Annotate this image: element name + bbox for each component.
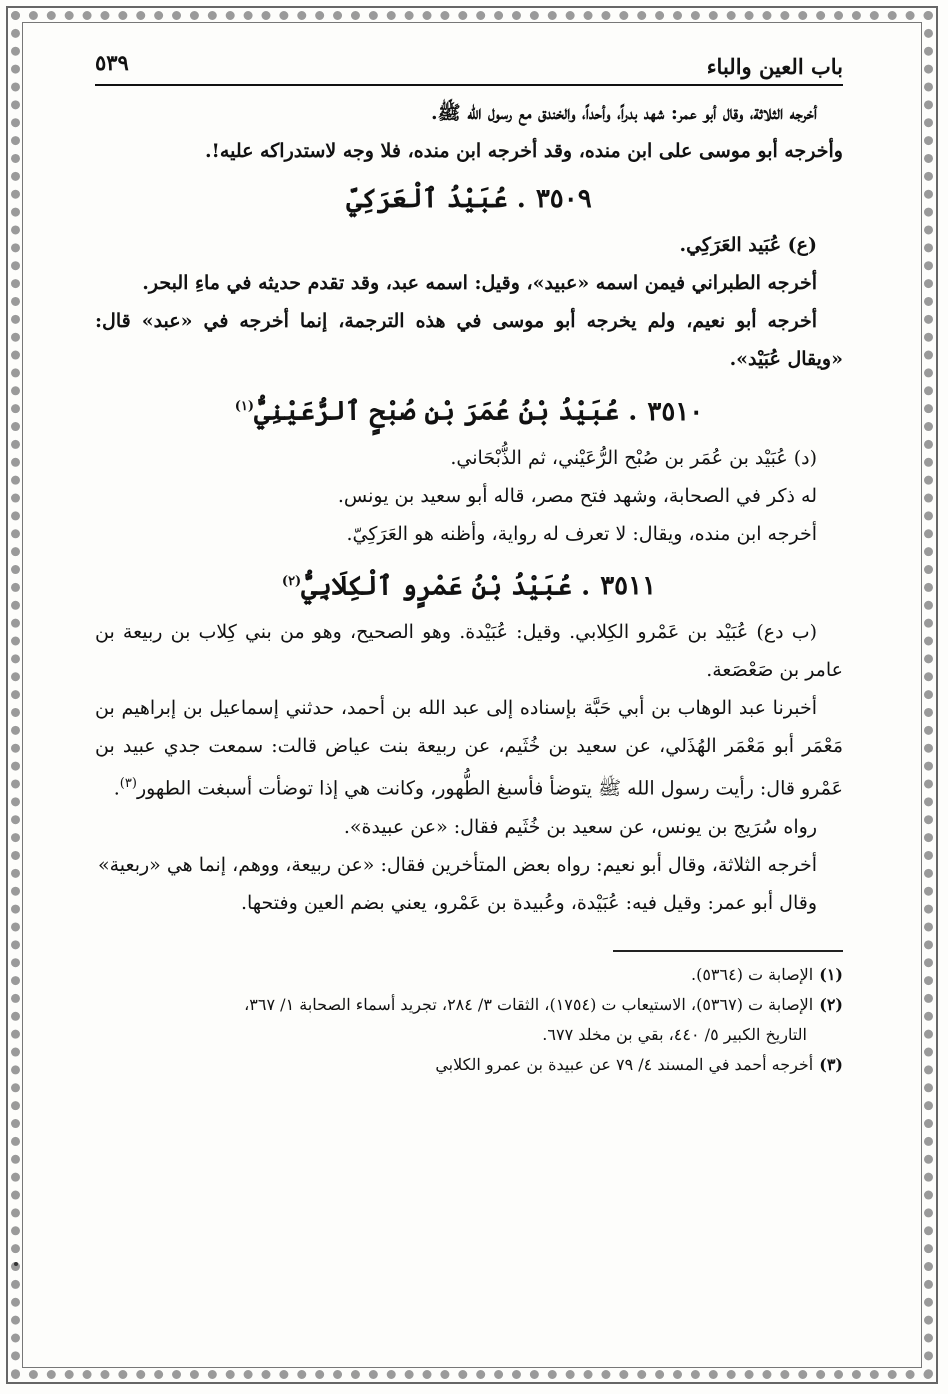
footnote-text: أخرجه أحمد في المسند ٤/ ٧٩ عن عبيدة بن عمرو الكلابي	[435, 1054, 814, 1074]
entry-name: عُبَيْدُ بْنُ عَمْرٍو ٱلْكِلَابِيُّ	[301, 571, 573, 602]
footnote-ref: (١)	[234, 399, 255, 414]
entry-paragraph: وقال أبو عمر: وقيل فيه: عُبَيْدة، وعُبيدة بن عَمْرو، يعني بضم العين وفتحها.	[240, 891, 817, 914]
footnote-number: (٢)	[819, 994, 843, 1014]
entry-number: ٣٥١١	[600, 571, 657, 602]
entry-number: ٣٥١٠	[647, 396, 704, 427]
footnote-text: الإصابة ت (٥٣٦٧)، الاستيعاب ت (١٧٥٤)، الثقات ٣/ ٢٨٤، تجريد أسماء الصحابة ١/ ٣٦٧،	[244, 994, 814, 1014]
intro-paragraph-1: أخرجه الثلاثة، وقال أبو عمر: شهد بدراً، وأحداً، والخندق مع رسول الله ﷺ.	[431, 102, 817, 124]
footnote-number: (١)	[819, 964, 843, 984]
entry-paragraph: (د) عُبَيْد بن عُمَر بن صُبْح الرُّعَيْني، ثم الذُّبْحَاني.	[450, 446, 817, 469]
entry-paragraph: أخرجه أبو نعيم، ولم يخرجه أبو موسى في هذه الترجمة، إنما أخرجه في «عبد» قال: «ويقال عُبَيْد».	[95, 310, 843, 370]
book-page	[95, 40, 843, 1340]
footnote-continuation: التاريخ الكبير ٥/ ٤٤٠، بقي بن مخلد ٦٧٧.	[542, 1024, 807, 1044]
entry-paragraph: (ب دع) عُبَيْد بن عَمْرو الكِلابي. وقيل: عُبَيْدة. وهو الصحيح، وهو من بني كِلاب بن ربيعة بن عامر بن صَعْصَعة.	[95, 621, 843, 682]
scan-speck	[14, 1262, 18, 1266]
entry-paragraph: أخرجه ابن منده، ويقال: لا تعرف له رواية، وأظنه هو العَرَكِيّ.	[346, 522, 817, 545]
footnote-ref: (٣)	[119, 776, 137, 792]
footnote-number: (٣)	[819, 1054, 843, 1074]
hadith-text: أخبرنا عبد الوهاب بن أبي حَبَّة بإسناده إلى عبد الله بن أحمد، حدثني إسماعيل بن إبراهيم بن مَعْمَر أبو مَعْمَر الهُذَلي، عن سعيد بن خُثَيم، عن ربيعة بنت عياض قالت: سمعت جدي عبيد بن عَمْرو قال: رأيت رسول الله ﷺ يتوضأ فأسبغ الطُّهور، وكانت هي إذا توضأت أسبغت الطهور	[95, 697, 843, 800]
running-title: باب العين والباء	[706, 54, 843, 79]
footnote	[95, 990, 843, 1020]
footnote	[95, 1050, 843, 1080]
footnote-separator	[613, 950, 843, 952]
entry-name: عُبَيْدُ ٱلْعَرَكِيّ	[346, 184, 508, 214]
page-header	[95, 40, 843, 86]
entry-number: ٣٥٠٩	[535, 184, 592, 214]
entry-paragraph: أخبرنا عبد الوهاب بن أبي حَبَّة بإسناده إلى عبد الله بن أحمد، حدثني إسماعيل بن إبراهيم بن مَعْمَر أبو مَعْمَر الهُذَلي، عن سعيد بن خُثَيم، عن ربيعة بنت عياض قالت: سمعت جدي عبيد بن عَمْرو قال: رأيت رسول الله ﷺ يتوضأ فأسبغ الطُّهور، وكانت هي إذا توضأت أسبغت الطهور$^{(٣)}$.	[95, 697, 843, 800]
page-number: ٥٣٩	[95, 50, 129, 75]
entry-heading-3509: ٣٥٠٩. عُبَيْدُ ٱلْعَرَكِيّ	[346, 184, 592, 214]
footnote	[95, 960, 843, 990]
entry-name: عُبَيْدُ بْنُ عُمَرَ بْنِ صُبْحٍ ٱلرُّعَيْنِيُّ	[254, 396, 620, 427]
entry-heading-3510: ٣٥١٠. عُبَيْدُ بْنُ عُمَرَ بْنِ صُبْحٍ ٱلرُّعَيْنِيُّ$^{(١)}$	[234, 396, 704, 427]
entry-paragraph: (ع) عُبَيد العَرَكِي.	[679, 234, 817, 256]
entry-paragraph: له ذكر في الصحابة، وشهد فتح مصر، قاله أبو سعيد بن يونس.	[337, 484, 817, 507]
footnote-text: الإصابة ت (٥٣٦٤).	[691, 964, 814, 984]
footnote-ref: (٢)	[281, 573, 302, 589]
entry-paragraph: أخرجه الطبراني فيمن اسمه «عبيد»، وقيل: اسمه عبد، وقد تقدم حديثه في ماءِ البحر.	[142, 272, 817, 294]
entry-paragraph: رواه سُرَيج بن يونس، عن سعيد بن خُثَيم فقال: «عن عبيدة».	[343, 815, 817, 838]
intro-paragraph-2: وأخرجه أبو موسى على ابن منده، وقد أخرجه ابن منده، فلا وجه لاستدراكه عليه!.	[204, 140, 843, 162]
entry-heading-3511: ٣٥١١. عُبَيْدُ بْنُ عَمْرٍو ٱلْكِلَابِيُّ$^{(٢)}$	[281, 571, 657, 602]
entry-paragraph: أخرجه الثلاثة، وقال أبو نعيم: رواه بعض المتأخرين فقال: «عن ربيعة، ووهم، إنما هي «ربعية»	[97, 853, 817, 876]
